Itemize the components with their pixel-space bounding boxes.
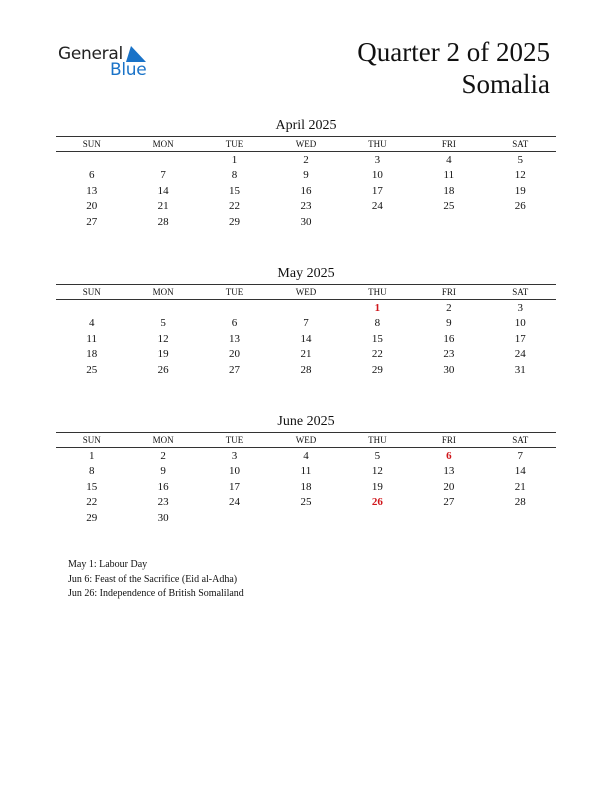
- day-cell: 4: [88, 317, 95, 330]
- day-cell: 18: [443, 184, 455, 197]
- day-cell: 12: [371, 465, 383, 478]
- day-cell: 11: [86, 332, 97, 345]
- weekday-header: SUN: [56, 137, 127, 152]
- month-title: June 2025: [277, 414, 335, 429]
- weekday-header: SAT: [485, 433, 556, 448]
- day-cell: 15: [229, 184, 241, 197]
- week-row: [56, 152, 556, 168]
- week-row: [56, 316, 556, 332]
- weekday-header: TUE: [199, 137, 270, 152]
- day-cell: 12: [157, 332, 169, 345]
- month-calendar: [56, 136, 556, 230]
- day-cell: 5: [374, 449, 381, 462]
- day-cell: 24: [514, 348, 526, 361]
- generalblue-logo: [58, 44, 168, 84]
- weekday-header: WED: [270, 285, 341, 300]
- month-calendar: [56, 284, 556, 378]
- day-cell: 3: [374, 153, 381, 166]
- day-cell: 20: [229, 348, 241, 361]
- day-cell: 1: [231, 153, 238, 166]
- week-row: [56, 214, 556, 230]
- empty-day-cell: [199, 300, 270, 316]
- month-april: [56, 116, 556, 230]
- day-cell: 7: [303, 317, 309, 330]
- day-cell: 24: [371, 200, 383, 213]
- day-cell: 13: [443, 465, 455, 478]
- day-cell: 12: [514, 169, 526, 182]
- empty-day-cell: [413, 510, 484, 526]
- day-cell: 13: [229, 332, 241, 345]
- holiday-day-cell: 26: [371, 496, 383, 509]
- empty-day-cell: [342, 510, 413, 526]
- day-cell: 27: [86, 215, 98, 228]
- day-cell: 9: [160, 465, 166, 478]
- day-cell: 20: [443, 480, 455, 493]
- holiday-note: Jun 26: Independence of British Somaliland: [68, 588, 244, 599]
- day-cell: 2: [303, 153, 309, 166]
- day-cell: 8: [231, 169, 238, 182]
- weekday-header: WED: [270, 137, 341, 152]
- day-cell: 10: [229, 465, 241, 478]
- week-row: [56, 199, 556, 215]
- empty-day-cell: [485, 510, 556, 526]
- week-row: [56, 331, 556, 347]
- day-cell: 5: [160, 317, 166, 330]
- month-may: [56, 264, 556, 378]
- day-cell: 29: [229, 215, 241, 228]
- day-cell: 10: [371, 169, 383, 182]
- weekday-header: MON: [127, 433, 198, 448]
- month-calendar: [56, 432, 556, 526]
- holiday-note: Jun 6: Feast of the Sacrifice (Eid al-Adha): [68, 573, 238, 585]
- day-cell: 25: [300, 496, 312, 509]
- day-cell: 21: [300, 348, 312, 361]
- week-row: [56, 495, 556, 511]
- day-cell: 2: [446, 301, 452, 314]
- day-cell: 4: [303, 449, 309, 462]
- day-cell: 18: [86, 348, 98, 361]
- day-cell: 1: [88, 449, 95, 462]
- day-cell: 29: [371, 363, 383, 376]
- day-cell: 13: [86, 184, 98, 197]
- month-title: April 2025: [275, 118, 337, 133]
- day-cell: 16: [443, 332, 455, 345]
- weekday-header: TUE: [199, 285, 270, 300]
- week-row: [56, 362, 556, 378]
- day-cell: 4: [446, 153, 452, 166]
- empty-day-cell: [270, 510, 341, 526]
- holiday-notes: [68, 558, 244, 602]
- day-cell: 8: [374, 317, 381, 330]
- day-cell: 30: [443, 363, 455, 376]
- weekday-header: WED: [270, 433, 341, 448]
- day-cell: 11: [300, 465, 312, 478]
- day-cell: 10: [514, 317, 526, 330]
- day-cell: 28: [514, 496, 526, 509]
- weekday-header: TUE: [199, 433, 270, 448]
- day-cell: 22: [371, 348, 383, 361]
- weekday-header: FRI: [413, 285, 484, 300]
- weekday-header-row: [56, 137, 556, 152]
- day-cell: 8: [88, 465, 95, 478]
- country-title: Somalia: [461, 69, 550, 99]
- day-cell: 26: [157, 363, 169, 376]
- day-cell: 27: [229, 363, 241, 376]
- day-cell: 25: [86, 363, 98, 376]
- page-title: [357, 36, 550, 100]
- day-cell: 22: [229, 200, 241, 213]
- day-cell: 7: [160, 169, 166, 182]
- month-june: [56, 412, 556, 526]
- holiday-day-cell: 1: [374, 301, 381, 314]
- day-cell: 21: [514, 480, 526, 493]
- week-row: [56, 510, 556, 526]
- weekday-header-row: [56, 285, 556, 300]
- weekday-header: FRI: [413, 137, 484, 152]
- weekday-header: SAT: [485, 285, 556, 300]
- day-cell: 15: [86, 480, 98, 493]
- day-cell: 6: [231, 317, 238, 330]
- week-row: [56, 464, 556, 480]
- day-cell: 30: [300, 215, 312, 228]
- week-row: [56, 300, 556, 316]
- day-cell: 19: [157, 348, 169, 361]
- day-cell: 23: [300, 200, 312, 213]
- weekday-header: SUN: [56, 433, 127, 448]
- day-cell: 21: [157, 200, 169, 213]
- day-cell: 5: [517, 153, 524, 166]
- day-cell: 20: [86, 200, 98, 213]
- day-cell: 25: [443, 200, 455, 213]
- day-cell: 30: [157, 511, 169, 524]
- weekday-header: MON: [127, 285, 198, 300]
- empty-day-cell: [199, 510, 270, 526]
- day-cell: 19: [371, 480, 383, 493]
- day-cell: 26: [514, 200, 526, 213]
- day-cell: 16: [300, 184, 312, 197]
- empty-day-cell: [270, 300, 341, 316]
- day-cell: 9: [446, 317, 452, 330]
- day-cell: 17: [229, 480, 241, 493]
- weekday-header: THU: [342, 285, 413, 300]
- day-cell: 11: [443, 169, 455, 182]
- weekday-header: FRI: [413, 433, 484, 448]
- week-row: [56, 347, 556, 363]
- day-cell: 14: [300, 332, 312, 345]
- day-cell: 29: [86, 511, 98, 524]
- logo-word-blue: Blue: [110, 60, 147, 80]
- day-cell: 3: [517, 301, 524, 314]
- day-cell: 23: [443, 348, 455, 361]
- empty-day-cell: [127, 152, 198, 168]
- holiday-day-cell: 6: [446, 449, 452, 462]
- weekday-header: SAT: [485, 137, 556, 152]
- day-cell: 16: [157, 480, 169, 493]
- day-cell: 14: [514, 465, 526, 478]
- day-cell: 3: [231, 449, 238, 462]
- month-title: May 2025: [277, 266, 335, 281]
- week-row: [56, 448, 556, 464]
- empty-day-cell: [413, 214, 484, 230]
- holiday-note: May 1: Labour Day: [68, 559, 148, 570]
- day-cell: 27: [443, 496, 455, 509]
- day-cell: 28: [157, 215, 169, 228]
- logo-word-general: General: [58, 44, 123, 64]
- weekday-header: THU: [342, 137, 413, 152]
- week-row: [56, 479, 556, 495]
- empty-day-cell: [342, 214, 413, 230]
- day-cell: 15: [371, 332, 383, 345]
- empty-day-cell: [56, 152, 127, 168]
- day-cell: 17: [514, 332, 526, 345]
- day-cell: 31: [514, 363, 526, 376]
- day-cell: 28: [300, 363, 312, 376]
- weekday-header: MON: [127, 137, 198, 152]
- day-cell: 14: [157, 184, 169, 197]
- empty-day-cell: [485, 214, 556, 230]
- day-cell: 2: [160, 449, 166, 462]
- day-cell: 19: [514, 184, 526, 197]
- week-row: [56, 168, 556, 184]
- weekday-header: THU: [342, 433, 413, 448]
- day-cell: 18: [300, 480, 312, 493]
- day-cell: 6: [88, 169, 95, 182]
- empty-day-cell: [56, 300, 127, 316]
- day-cell: 7: [517, 449, 524, 462]
- day-cell: 9: [303, 169, 309, 182]
- week-row: [56, 183, 556, 199]
- day-cell: 24: [229, 496, 241, 509]
- day-cell: 22: [86, 496, 98, 509]
- day-cell: 23: [157, 496, 169, 509]
- empty-day-cell: [127, 300, 198, 316]
- quarter-title: Quarter 2 of 2025: [357, 37, 550, 67]
- weekday-header: SUN: [56, 285, 127, 300]
- weekday-header-row: [56, 433, 556, 448]
- day-cell: 17: [371, 184, 383, 197]
